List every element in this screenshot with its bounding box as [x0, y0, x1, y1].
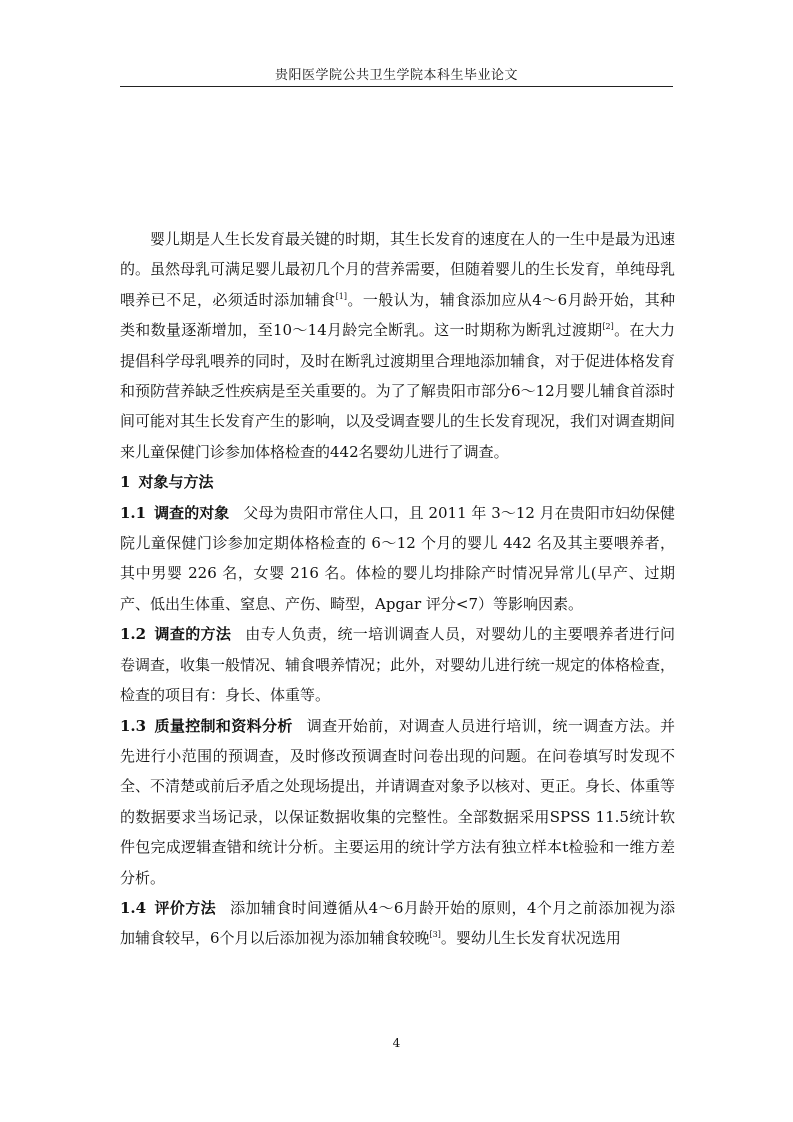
page-number: 4: [392, 1036, 401, 1050]
citation-3: [3]: [429, 930, 441, 940]
body-text: [120, 224, 675, 954]
subsection-number: 1.2: [120, 625, 147, 644]
header-rule: [120, 86, 673, 87]
running-header: 贵阳医学院公共卫生学院本科生毕业论文: [274, 68, 518, 83]
citation-1: [1]: [335, 291, 348, 301]
subsection-text-continued: 。婴幼儿生长发育状况选用: [440, 929, 621, 948]
subsection-title: 评价方法: [154, 898, 217, 917]
section-title: 对象与方法: [138, 473, 214, 492]
intro-text-2: 。一般认为，辅食添加应从4～6月龄开始，其种类和数量逐渐增加，至10～14月龄完全断乳。这一时期称为断乳过渡期: [120, 290, 675, 340]
subsection-title: 质量控制和资料分析: [154, 716, 293, 735]
subsection-text: 添加辅食时间遵循从4～6月龄开始的原则，4个月之前添加视为添加辅食较早，6个月以后添加视为添加辅食较晚: [120, 898, 675, 948]
subsection-1-4: [120, 893, 675, 954]
subsection-text: 父母为贵阳市常住人口，且 2011 年 3～12 月在贵阳市妇幼保健院儿童保健门诊参加定期体格检查的 6～12 个月的婴儿 442 名及其主要喂养者，其中男婴 226 名，女婴 216 名。体检的婴儿均排除产时情况异常儿(早产、过期产、低出生体重、窒息、产伤、畸型，Apgar 评分<7）等影响因素。: [120, 503, 675, 613]
citation-2: [2]: [602, 322, 614, 332]
subsection-text: 调查开始前，对调查人员进行培训，统一调查方法。并先进行小范围的预调查，及时修改预调查时问卷出现的问题。在问卷填写时发现不全、不清楚或前后矛盾之处现场提出，并请调查对象予以核对、更正。身长、体重等的数据要求当场记录，以保证数据收集的完整性。全部数据采用SPSS 11.5统计软件包完成逻辑查错和统计分析。主要运用的统计学方法有独立样本t检验和一维方差分析。: [120, 716, 676, 887]
subsection-title: 调查的方法: [154, 625, 232, 644]
subsection-title: 调查的对象: [154, 503, 230, 522]
subsection-number: 1.1: [120, 503, 147, 522]
subsection-1-1: [120, 498, 675, 620]
subsection-1-3: [120, 711, 675, 893]
section-heading: [120, 467, 675, 497]
section-number: 1: [120, 473, 131, 492]
intro-paragraph: [120, 224, 675, 467]
subsection-number: 1.3: [120, 716, 147, 735]
subsection-text: 由专人负责，统一培训调查人员，对婴幼儿的主要喂养者进行问卷调查，收集一般情况、辅食喂养情况；此外，对婴幼儿进行统一规定的体格检查，检查的项目有：身长、体重等。: [120, 625, 676, 705]
intro-text-1: 婴儿期是人生长发育最关键的时期，其生长发育的速度在人的一生中是最为迅速的。虽然母乳可满足婴儿最初几个月的营养需要，但随着婴儿的生长发育，单纯母乳喂养已不足，必须适时添加辅食: [120, 230, 676, 309]
intro-text-3: 。在大力提倡科学母乳喂养的同时，及时在断乳过渡期里合理地添加辅食，对于促进体格发育和预防营养缺乏性疾病是至关重要的。为了了解贵阳市部分6～12月婴儿辅食首添时间可能对其生长发育产生的影响，以及受调查婴儿的生长发育现况，我们对调查期间来儿童保健门诊参加体格检查的442名婴幼儿进行了调查。: [120, 321, 676, 461]
subsection-1-2: [120, 619, 675, 710]
subsection-number: 1.4: [120, 898, 147, 917]
